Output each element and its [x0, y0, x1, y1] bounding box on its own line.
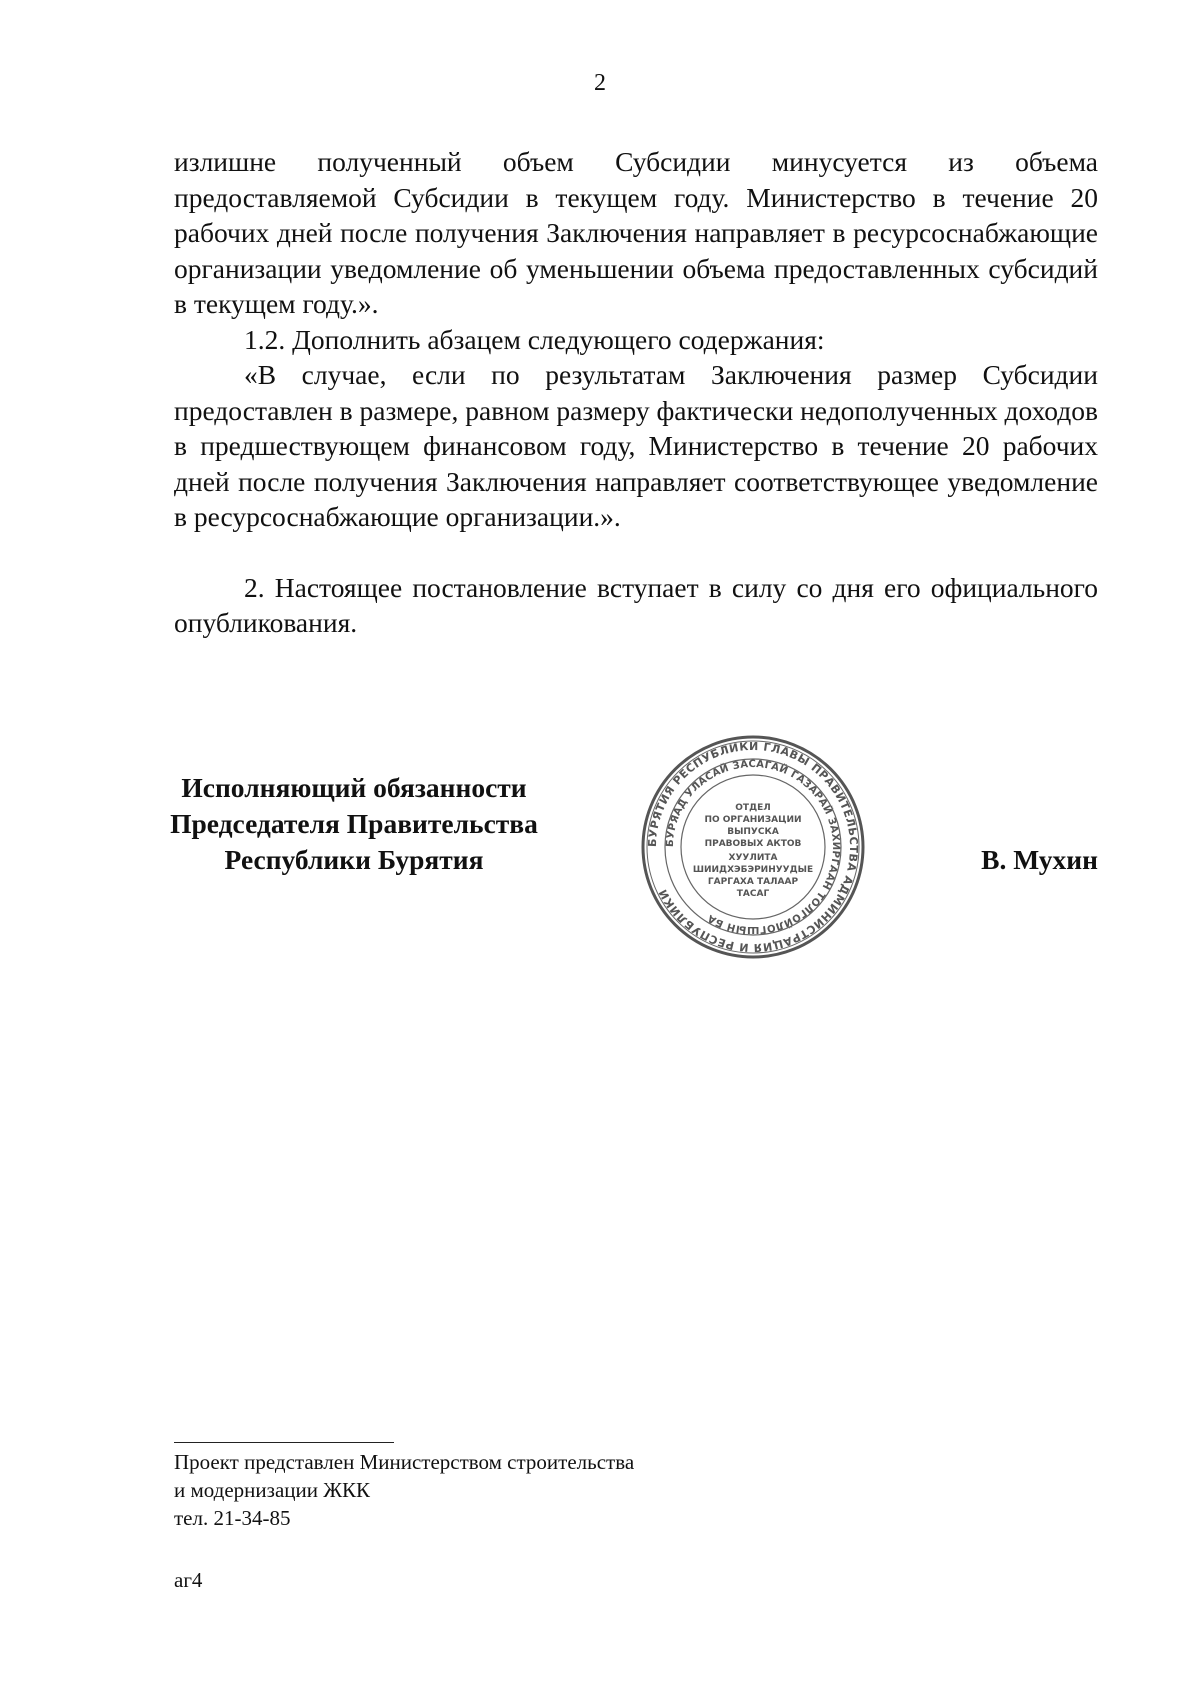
- stamp-center-line: ГАРГАХА ТАЛААР: [707, 877, 799, 887]
- paragraph-continuation: излишне полученный объем Субсидии минусуется из объема предоставляемой Субсидии в текущем году. Министерство в течение 20 рабочих дней после получения Заключения направляет в ресурсоснабжающие организации уведомление об уменьшении объема предоставленных субсидий в текущем году.».: [174, 146, 1098, 319]
- footnote-line: Проект представлен Министерством строительства: [174, 1450, 635, 1474]
- stamp-center-line: ШИИДХЭБЭРИНУУДЫЕ: [692, 865, 814, 875]
- stamp-center-line: ХУУЛИТА: [728, 853, 778, 863]
- stamp-center-line: ОТДЕЛ: [735, 803, 771, 813]
- document-code: аг4: [174, 1568, 203, 1592]
- stamp-inner-ring-text: БУРЯАД УЛАСАЙ ЗАСАГАЙ ГАЗАРАЙ ЗАХИРГААН ТОЛГОЙЛОГШЫН БА: [664, 758, 842, 936]
- signer-title-line: Председателя Правительства: [170, 808, 538, 839]
- page-number: 2: [594, 70, 606, 96]
- stamp-center-line: ПО ОРГАНИЗАЦИИ: [704, 815, 802, 825]
- footnote-divider: [174, 1442, 394, 1443]
- signer-name: В. Мухин: [981, 844, 1098, 875]
- official-seal-stamp: [640, 734, 866, 960]
- stamp-center-line: ПРАВОВЫХ АКТОВ: [704, 839, 802, 849]
- stamp-center-line: ВЫПУСКА: [727, 827, 779, 837]
- signer-title-line: Республики Бурятия: [224, 844, 484, 875]
- paragraph-item-2: 2. Настоящее постановление вступает в силу со дня его официального опубликования.: [174, 571, 1098, 638]
- footnote-phone: тел. 21-34-85: [174, 1506, 291, 1530]
- paragraph-quote: «В случае, если по результатам Заключения размер Субсидии предоставлен в размере, равном размеру фактически недополученных доходов в предшествующем финансовом году, Министерство в течение 20 рабочих дней после получения Заключения направляет соответствующее уведомление в ресурсоснабжающие организации.».: [174, 359, 1098, 532]
- paragraph-item-1-2: 1.2. Дополнить абзацем следующего содержания:: [244, 323, 825, 355]
- signer-title-line: Исполняющий обязанности: [181, 772, 527, 803]
- stamp-center-line: ТАСАГ: [736, 889, 770, 899]
- footnote: [174, 1448, 634, 1532]
- footnote-line: и модернизации ЖКК: [174, 1478, 371, 1502]
- signer-title: [150, 770, 558, 878]
- document-body: [174, 144, 1098, 641]
- stamp-outer-ring-text: БУРЯТИЯ РЕСПУБЛИКИ ГЛАВЫ ПРАВИТЕЛЬСТВА АДМИНИСТРАЦИЯ И РЕСПУБЛИКИ: [645, 739, 861, 955]
